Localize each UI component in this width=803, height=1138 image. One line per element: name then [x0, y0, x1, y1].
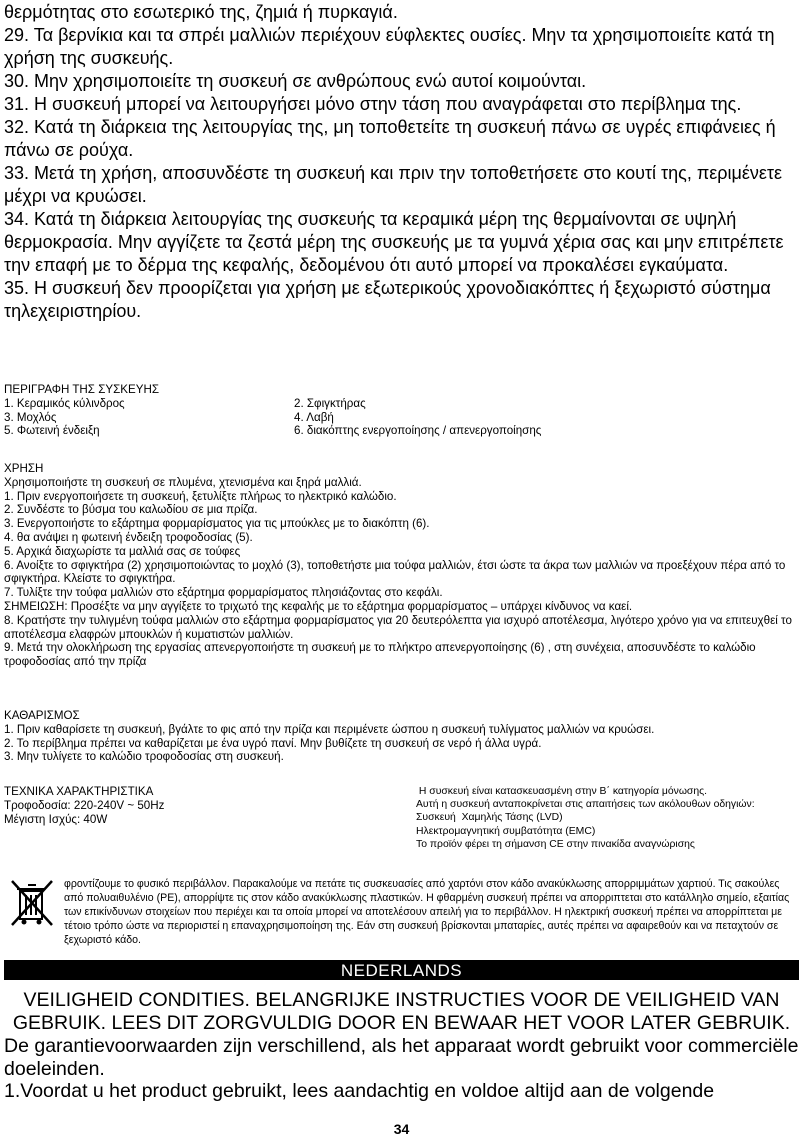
spec-line: Μέγιστη Ισχύς: 40W — [4, 812, 108, 826]
list-item: 33. Μετά τη χρήση, αποσυνδέστε τη συσκευή και πριν την τοποθετήσετε στο κουτί της, περιμένετε μέχρι να κρυώσει. — [4, 163, 783, 206]
safety-title: VEILIGHEID CONDITIES. BELANGRIJKE INSTRUCTIES VOOR DE VEILIGHEID VAN GEBRUIK. LEES DIT ZORGVULDIG DOOR EN BEWAAR HET VOOR LATER GEBRUIK. — [12, 989, 791, 1034]
part-item: 3. Μοχλός — [4, 410, 57, 424]
section-heading: ΚΑΘΑΡΙΣΜΟΣ — [4, 709, 80, 722]
list-item: 32. Κατά τη διάρκεια της λειτουργίας της, μη τοποθετείτε τη συσκευή πάνω σε υγρές επιφάνειες ή πάνω σε ρούχα. — [4, 117, 776, 160]
language-band: NEDERLANDS — [4, 960, 799, 980]
cleaning-section — [4, 709, 799, 764]
usage-line: Χρησιμοποιήστε τη συσκευή σε πλυμένα, χτενισμένα και ξηρά μαλλιά. — [4, 475, 362, 489]
usage-line: 8. Κρατήστε την τυλιγμένη τούφα μαλλιών στο εξάρτημα φορμαρίσματος για 20 δευτερόλεπτα για ισχυρό αποτέλεσμα, λιγότερο χρόνο για να επιτευχθεί το αποτέλεσμα ελαφρών μπουκλών ή κυματιστών μαλλιών. — [4, 613, 792, 641]
compliance-line: Συσκευή Χαμηλής Τάσης (LVD) — [416, 812, 563, 824]
section-heading: ΤΕΧΝΙΚΑ ΧΑΡΑΚΤΗΡΙΣΤΙΚΑ — [4, 785, 154, 798]
spec-line: Τροφοδοσία: 220-240V ~ 50Hz — [4, 798, 165, 812]
page-number: 34 — [393, 1121, 410, 1137]
compliance-line: Ηλεκτρομαγνητική συμβατότητα (EMC) — [416, 825, 596, 837]
usage-line: 4. θα ανάψει η φωτεινή ένδειξη τροφοδοσίας (5). — [4, 530, 253, 544]
usage-line: 2. Συνδέστε το βύσμα του καλωδίου σε μια πρίζα. — [4, 503, 258, 517]
list-item: 30. Μην χρησιμοποιείτε τη συσκευή σε ανθρώπους ενώ αυτοί κοιμούνται. — [4, 71, 587, 91]
cleaning-line: 2. Το περίβλημα πρέπει να καθαρίζεται με ένα υγρό πανί. Μην βυθίζετε τη συσκευή σε νερό ή άλλα υγρά. — [4, 736, 542, 750]
usage-line: 3. Ενεργοποιήστε το εξάρτημα φορμαρίσματος για τις μπούκλες με το διακόπτη (6). — [4, 517, 430, 531]
part-item: 6. διακόπτης ενεργοποίησης / απενεργοποίησης — [294, 424, 542, 438]
compliance-line: Αυτή η συσκευή ανταποκρίνεται στις απαιτήσεις των ακόλουθων οδηγιών: — [416, 799, 755, 811]
part-item: 5. Φωτεινή ένδειξη — [4, 424, 100, 438]
section-heading: ΠΕΡΙΓΡΑΦΗ ΤΗΣ ΣΥΣΚΕΥΗΣ — [4, 383, 159, 396]
usage-section — [4, 462, 799, 669]
recycling-notice — [64, 877, 800, 947]
usage-line: ΣΗΜΕΙΩΣΗ: Προσέξτε να μην αγγίξετε το τριχωτό της κεφαλής με το εξάρτημα φορμαρίσματος – υπάρχει κίνδυνος να καεί. — [4, 599, 633, 613]
compliance-line: Το προϊόν φέρει τη σήμανση CE στην πινακίδα αναγνώρισης — [416, 838, 695, 850]
tech-specs — [4, 785, 404, 826]
part-item: 4. Λαβή — [294, 410, 334, 424]
part-item: 1. Κεραμικός κύλινδρος — [4, 396, 125, 410]
safety-list-greek — [4, 1, 799, 323]
list-item: θερμότητας στο εσωτερικό της, ζημιά ή πυρκαγιά. — [4, 2, 398, 22]
list-item: 31. Η συσκευή μπορεί να λειτουργήσει μόνο στην τάση που αναγράφεται στο περίβλημα της. — [4, 94, 742, 114]
crossed-out-wheelie-bin-icon — [8, 877, 56, 929]
compliance-line: Η συσκευή είναι κατασκευασμένη στην Β΄ κατηγορία μόνωσης. — [416, 786, 708, 797]
part-item: 2. Σφιγκτήρας — [294, 396, 366, 410]
dutch-section — [0, 989, 803, 1103]
usage-line: 9. Μετά την ολοκλήρωση της εργασίας απενεργοποιήστε τη συσκευή με το πλήκτρο απενεργοποίησης (6) , στη συνέχεια, αποσυνδέστε το καλώδιο τροφοδοσίας από την πρίζα — [4, 641, 756, 669]
section-heading: ΧΡΗΣΗ — [4, 462, 44, 475]
list-item: 1.Voordat u het product gebruikt, lees aandachtig en voldoe altijd aan de volgende — [4, 1080, 715, 1102]
list-item: 34. Κατά τη διάρκεια λειτουργίας της συσκευής τα κεραμικά μέρη της θερμαίνονται σε υψηλή θερμοκρασία. Μην αγγίζετε τα ζεστά μέρη της συσκευής με τα γυμνά χέρια σας και μην επιτρέπετε την επαφή με το δέρμα της κεφαλής, δεδομένου ότι αυτό μπορεί να προκαλέσει εγκαύματα. — [4, 209, 784, 275]
compliance-notes — [416, 785, 801, 851]
usage-line: 6. Ανοίξτε το σφιγκτήρα (2) χρησιμοποιώντας το μοχλό (3), τοποθετήστε μια τούφα μαλλιών, έτσι ώστε τα άκρα των μαλλιών να προεξέχουν πέρα από το σφιγκτήρα. Κλείστε το σφιγκτήρα. — [4, 558, 786, 586]
warranty-note: De garantievoorwaarden zijn verschillend, als het apparaat wordt gebruikt voor commerciële doeleinden. — [4, 1035, 799, 1080]
list-item: 29. Τα βερνίκια και τα σπρέι μαλλιών περιέχουν εύφλεκτες ουσίες. Μην τα χρησιμοποιείτε κατά τη χρήση της συσκευής. — [4, 25, 775, 68]
cleaning-line: 1. Πριν καθαρίσετε τη συσκευή, βγάλτε το φις από την πρίζα και περιμένετε ώσπου η συσκευή τυλίγματος μαλλιών να κρυώσει. — [4, 722, 655, 736]
cleaning-line: 3. Μην τυλίγετε το καλώδιο τροφοδοσίας στη συσκευή. — [4, 750, 284, 764]
description-section — [4, 383, 799, 438]
list-item: 35. Η συσκευή δεν προορίζεται για χρήση με εξωτερικούς χρονοδιακόπτες ή ξεχωριστό σύστημα τηλεχειριστηρίου. — [4, 278, 771, 321]
usage-line: 7. Τυλίξτε την τούφα μαλλιών στο εξάρτημα φορμαρίσματος πλησιάζοντας στο κεφάλι. — [4, 586, 443, 600]
usage-line: 1. Πριν ενεργοποιήσετε τη συσκευή, ξετυλίξτε πλήρως το ηλεκτρικό καλώδιο. — [4, 489, 397, 503]
usage-line: 5. Αρχικά διαχωρίστε τα μαλλιά σας σε τούφες — [4, 544, 241, 558]
recycling-text: φροντίζουμε το φυσικό περιβάλλον. Παρακαλούμε να πετάτε τις συσκευασίες από χαρτόνι στον κάδο ανακύκλωσης απορριμμάτων χαρτιού. Τις σακούλες από πολυαιθυλένιο (PE), απορρίψτε τις στον κάδο ανακύκλωσης πλαστικών. Η φθαρμένη συσκευή πρέπει να απορριπτεται στο κατάλληλο σημείο, εξαιτίας των επικίνδυνων στοιχείων που περιέχει και τα οποία μπορεί να αποτελέσουν απειλή για το περιβάλλον. Η ηλεκτρική συσκευή πρέπει να απορρίπτεται με τέτοιο τρόπο ώστε να περιοριστεί η επαναχρησιμοποίηση της. Εάν στη συσκευή βρίσκονται μπαταρίες, αυτές πρέπει να αφαιρεθούν και να πεταχτούν σε ξεχωριστό κάδο. — [64, 878, 790, 947]
